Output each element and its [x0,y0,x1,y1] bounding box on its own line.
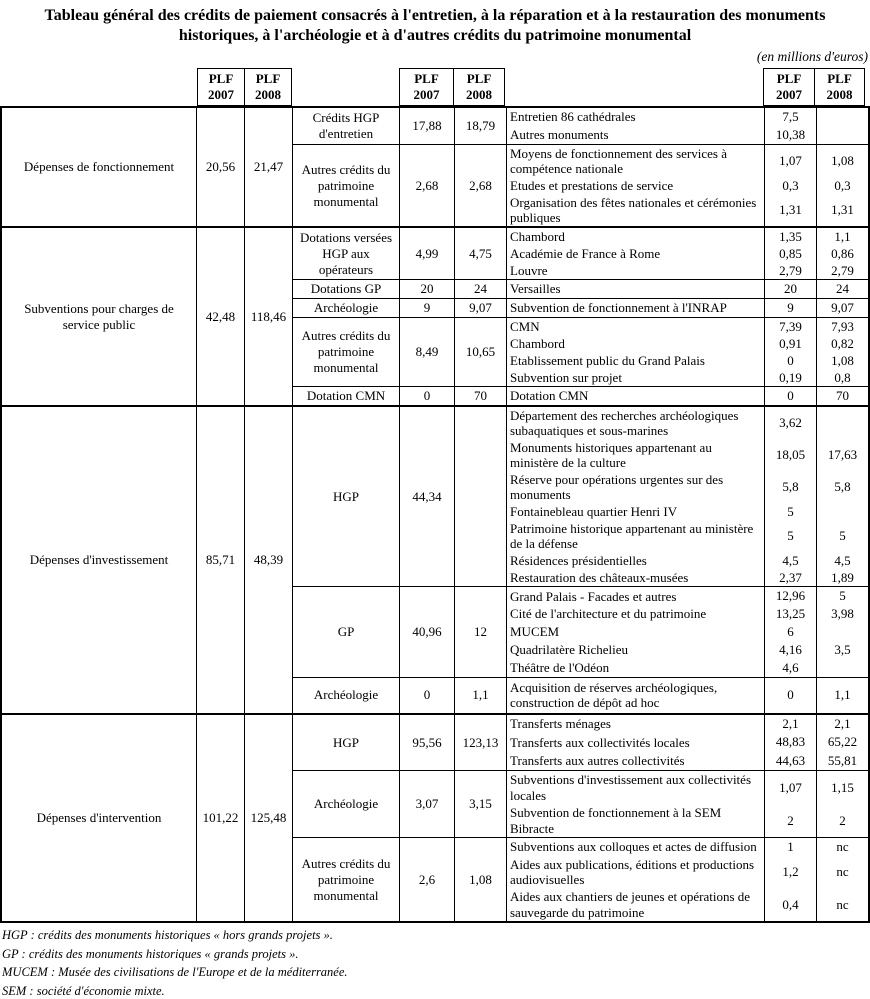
table-header-row [0,68,870,106]
detail-value-2007: 0 [765,678,817,713]
detail-value-2007: 1,31 [765,194,817,226]
detail-label: Transferts aux autres collectivités [507,752,765,770]
subgroup-list [293,108,868,226]
subgroup-row [293,145,868,226]
detail-value-2007: 7,39 [765,318,817,335]
detail-row [507,108,868,126]
subgroup-label: GP [293,587,400,676]
detail-list [507,771,868,837]
subgroup-value-2008: 2,68 [455,145,507,226]
detail-label: Subvention de fonctionnement à l'INRAP [507,299,765,317]
subgroup-value-2007: 2,6 [400,838,455,921]
detail-row [507,838,868,856]
detail-value-2007: 5 [765,520,817,552]
detail-value-2008: 24 [836,281,849,296]
header-year-label: 2007 [776,87,802,102]
detail-value-2007: 0,91 [765,335,817,352]
subgroup-label: Crédits HGP d'entretien [293,108,400,144]
detail-value-2008: 0,3 [834,177,851,193]
subgroup-value-2008: 1,1 [455,678,507,713]
detail-value-2008: 2,1 [834,716,851,732]
column-header-plf-2008 [814,68,865,106]
subgroup-label: HGP [293,715,400,770]
subgroup-row [293,771,868,838]
detail-list [507,318,868,386]
subgroup-label: Autres crédits du patrimoine monumental [293,838,400,921]
subgroup-row [293,318,868,387]
detail-row [507,733,868,751]
footnotes [0,923,870,999]
detail-value-2008 [817,126,868,144]
subgroup-label: Autres crédits du patrimoine monumental [293,318,400,386]
subgroup-value-2007: 95,56 [400,715,455,770]
detail-value-2008: nc [836,896,849,912]
detail-label: Acquisition de réserves archéologiques, construction de dépôt ad hoc [507,678,765,713]
budget-table [0,106,870,923]
detail-list [507,407,868,586]
section-row [2,108,868,228]
detail-label: Chambord [507,228,765,245]
detail-row [507,439,868,471]
detail-row [507,752,868,770]
detail-value-2008: nc [836,864,849,879]
subgroup-value-2008: 18,79 [455,108,507,144]
unit-note: (en millions d'euros) [756,49,868,64]
detail-label: Quadrilatère Richelieu [507,641,765,659]
detail-value-2007: 1,07 [765,145,817,177]
subgroup-value-2008: 24 [455,280,507,298]
detail-value-2007: 1,2 [765,856,817,889]
detail-row [507,856,868,889]
column-header-plf-2008 [453,68,505,106]
detail-value-2007: 1,35 [765,228,817,245]
subgroup-row [293,228,868,280]
detail-row [507,659,868,677]
detail-list [507,108,868,144]
header-year-label: 2008 [826,87,853,102]
detail-row [507,262,868,279]
header-plf-label: PLF [208,71,234,86]
detail-row [507,520,868,552]
subgroup-value-2007: 8,49 [400,318,455,386]
subgroup-row [293,387,868,405]
detail-label: CMN [507,318,765,335]
detail-value-2008: 7,93 [831,318,854,334]
detail-list [507,587,868,676]
subgroup-value-2007: 40,96 [400,587,455,676]
detail-label: Fontainebleau quartier Henri IV [507,503,765,520]
detail-label: Théâtre de l'Odéon [507,659,765,677]
subgroup-value-2007: 20 [400,280,455,298]
detail-label: Dotation CMN [507,387,765,405]
section-value-2008: 21,47 [245,108,293,226]
section-row [2,715,868,921]
detail-row [507,228,868,245]
subgroup-label: Dotation CMN [293,387,400,405]
section-value-2008: 125,48 [245,715,293,921]
detail-list [507,678,868,713]
subgroup-value-2007: 17,88 [400,108,455,144]
detail-value-2008: nc [836,838,849,854]
detail-value-2007: 2 [765,804,817,837]
subgroup-list [293,715,868,921]
detail-value-2008: 3,98 [831,606,854,622]
detail-row [507,587,868,605]
header-plf-label: PLF [827,71,852,86]
subgroup-value-2008: 12 [455,587,507,676]
detail-label: Cité de l'architecture et du patrimoine [507,605,765,623]
detail-value-2007: 5 [765,503,817,520]
detail-row [507,771,868,804]
detail-list [507,838,868,921]
subgroup-value-2008: 4,75 [455,228,507,279]
detail-value-2007: 44,63 [765,752,817,770]
column-header-plf-2007 [197,68,245,106]
detail-label: Résidences présidentielles [507,552,765,569]
detail-label: Académie de France à Rome [507,245,765,262]
detail-list [507,145,868,226]
section-label: Dépenses de fonctionnement [2,108,197,226]
detail-value-2008: 5 [839,588,846,604]
subgroup-value-2008: 70 [455,387,507,405]
detail-row [507,280,868,298]
detail-row [507,569,868,586]
detail-value-2008: 4,5 [834,552,851,568]
detail-label: Entretien 86 cathédrales [507,108,765,126]
detail-value-2007: 0 [765,387,817,405]
detail-row [507,177,868,194]
column-header-plf-2007 [763,68,815,106]
detail-label: Aides aux publications, éditions et productions audiovisuelles [507,856,765,889]
section-value-2007: 85,71 [197,407,245,713]
detail-row [507,888,868,921]
detail-label: Transferts ménages [507,715,765,733]
detail-row [507,145,868,177]
detail-label: Autres monuments [507,126,765,144]
detail-row [507,318,868,335]
header-plf-label: PLF [255,71,281,86]
section-row [2,228,868,407]
column-header-plf-2008 [244,68,292,106]
subgroup-value-2008: 10,65 [455,318,507,386]
header-year-label: 2007 [208,87,234,102]
detail-value-2008: 0,8 [834,369,851,385]
subgroup-row [293,108,868,145]
detail-value-2007: 1 [765,838,817,856]
detail-value-2008: 3,5 [834,641,851,657]
subgroup-value-2007: 3,07 [400,771,455,837]
detail-value-2007: 18,05 [765,439,817,471]
detail-list [507,387,868,405]
header-spacer [505,68,763,106]
detail-value-2008: 1,08 [831,153,854,168]
detail-value-2008: 1,15 [831,779,854,795]
subgroup-label: HGP [293,407,400,586]
detail-value-2007: 0,4 [765,888,817,921]
detail-value-2007: 0,85 [765,245,817,262]
detail-label: Moyens de fonctionnement des services à compétence nationale [507,145,765,177]
detail-value-2007: 5,8 [765,471,817,503]
header-year-label: 2007 [413,87,440,102]
subgroup-row [293,407,868,587]
subgroup-value-2008: 123,13 [455,715,507,770]
subgroup-value-2007: 0 [400,678,455,713]
section-label: Subventions pour charges de service public [2,228,197,405]
footnote: SEM : société d'économie mixte. [2,983,165,998]
subgroup-value-2007: 0 [400,387,455,405]
subgroup-row [293,715,868,771]
detail-value-2008 [817,503,868,520]
detail-value-2008: 1,1 [834,228,851,244]
detail-label: Département des recherches archéologiques subaquatiques et sous-marines [507,407,765,439]
subgroup-row [293,280,868,299]
subgroup-value-2007: 44,34 [400,407,455,586]
subgroup-list [293,228,868,405]
subgroup-label: Dotations GP [293,280,400,298]
header-plf-label: PLF [466,71,492,86]
subgroup-value-2007: 4,99 [400,228,455,279]
footnote: MUCEM : Musée des civilisations de l'Europe et de la méditerranée. [2,965,348,979]
detail-value-2008: 17,63 [827,447,858,463]
subgroup-value-2007: 2,68 [400,145,455,226]
detail-value-2007: 4,6 [765,659,817,677]
subgroup-value-2008: 9,07 [455,299,507,317]
detail-value-2007: 7,5 [765,108,817,126]
header-year-label: 2008 [466,87,492,102]
detail-value-2007: 6 [765,623,817,641]
detail-value-2007: 1,07 [765,771,817,804]
detail-value-2007: 12,96 [765,587,817,605]
detail-value-2008 [817,659,868,677]
detail-label: Louvre [507,262,765,279]
detail-row [507,641,868,659]
subgroup-value-2008 [455,407,507,586]
detail-row [507,352,868,369]
detail-value-2008: 5 [839,528,846,544]
detail-label: Subvention sur projet [507,369,765,386]
detail-value-2007: 0,3 [765,177,817,194]
detail-row [507,126,868,144]
section-label: Dépenses d'intervention [2,715,197,921]
detail-value-2008: 70 [836,388,849,403]
detail-label: Restauration des châteaux-musées [507,569,765,586]
detail-value-2008: 1,89 [831,569,854,585]
detail-row [507,678,868,713]
detail-value-2008 [817,108,868,126]
detail-label: Transferts aux collectivités locales [507,733,765,751]
subgroup-row [293,678,868,713]
subgroup-value-2007: 9 [400,299,455,317]
detail-value-2008: 2 [839,812,846,828]
detail-value-2008 [817,407,868,439]
detail-value-2007: 2,79 [765,262,817,279]
subgroup-value-2008: 3,15 [455,771,507,837]
section-value-2007: 42,48 [197,228,245,405]
section-label: Dépenses d'investissement [2,407,197,713]
section-value-2007: 20,56 [197,108,245,226]
detail-row [507,245,868,262]
detail-value-2008: 2,79 [831,262,854,278]
header-plf-label: PLF [414,71,439,86]
detail-row [507,194,868,226]
header-plf-label: PLF [776,71,802,86]
detail-row [507,407,868,439]
subgroup-row [293,587,868,677]
detail-label: Organisation des fêtes nationales et cérémonies publiques [507,194,765,226]
subgroup-label: Dotations versées HGP aux opérateurs [293,228,400,279]
detail-label: Aides aux chantiers de jeunes et opérations de sauvegarde du patrimoine [507,888,765,921]
subgroup-label: Archéologie [293,678,400,713]
section-value-2007: 101,22 [197,715,245,921]
section-value-2008: 48,39 [245,407,293,713]
subgroup-label: Archéologie [293,299,400,317]
detail-row [507,715,868,733]
detail-value-2007: 2,1 [765,715,817,733]
detail-value-2007: 20 [765,280,817,298]
detail-label: Etudes et prestations de service [507,177,765,194]
detail-value-2007: 9 [765,299,817,317]
subgroup-row [293,838,868,921]
subgroup-list [293,407,868,713]
detail-row [507,804,868,837]
detail-value-2008: 5,8 [834,479,851,495]
detail-value-2008: 9,07 [831,300,854,315]
detail-value-2007: 4,16 [765,641,817,659]
detail-label: Chambord [507,335,765,352]
detail-value-2008: 65,22 [827,734,858,750]
detail-label: Monuments historiques appartenant au ministère de la culture [507,439,765,471]
detail-row [507,387,868,405]
column-header-plf-2007 [399,68,454,106]
detail-value-2008: 1,08 [831,352,854,368]
detail-value-2007: 0 [765,352,817,369]
subgroup-row [293,299,868,318]
detail-value-2008: 55,81 [827,752,858,768]
detail-row [507,369,868,386]
detail-label: Grand Palais - Facades et autres [507,587,765,605]
subgroup-label: Autres crédits du patrimoine monumental [293,145,400,226]
page-title: Tableau général des crédits de paiement consacrés à l'entretien, à la réparation et à la restauration des monuments historiques, à l'archéologie et à d'autres crédits du patrimoine monumental [44,7,826,44]
detail-label: Etablissement public du Grand Palais [507,352,765,369]
detail-label: Subventions d'investissement aux collectivités locales [507,771,765,804]
detail-value-2007: 10,38 [765,126,817,144]
footnote: HGP : crédits des monuments historiques « hors grands projets ». [2,928,333,942]
detail-label: Versailles [507,280,765,298]
detail-value-2007: 4,5 [765,552,817,569]
section-value-2008: 118,46 [245,228,293,405]
header-spacer [0,68,197,106]
detail-row [507,335,868,352]
detail-list [507,299,868,317]
detail-row [507,623,868,641]
detail-list [507,228,868,279]
detail-label: Patrimoine historique appartenant au ministère de la défense [507,520,765,552]
detail-value-2008: 1,1 [834,687,851,703]
detail-value-2007: 48,83 [765,733,817,751]
detail-row [507,471,868,503]
subgroup-label: Archéologie [293,771,400,837]
footnote: GP : crédits des monuments historiques « grands projets ». [2,946,299,961]
detail-value-2008: 1,31 [831,202,854,217]
detail-value-2007: 2,37 [765,569,817,586]
detail-value-2008: 0,82 [831,335,854,351]
header-year-label: 2008 [255,87,281,102]
detail-value-2008: 0,86 [831,245,854,261]
detail-value-2007: 3,62 [765,407,817,439]
detail-value-2007: 0,19 [765,369,817,386]
section-row [2,407,868,715]
detail-label: Réserve pour opérations urgentes sur des monuments [507,471,765,503]
detail-row [507,503,868,520]
detail-label: MUCEM [507,623,765,641]
detail-value-2008 [817,623,868,641]
detail-row [507,299,868,317]
detail-label: Subventions aux colloques et actes de diffusion [507,838,765,856]
detail-list [507,280,868,298]
detail-label: Subvention de fonctionnement à la SEM Bibracte [507,804,765,837]
detail-list [507,715,868,770]
subgroup-value-2008: 1,08 [455,838,507,921]
detail-value-2007: 13,25 [765,605,817,623]
detail-row [507,552,868,569]
detail-row [507,605,868,623]
header-spacer [292,68,399,106]
